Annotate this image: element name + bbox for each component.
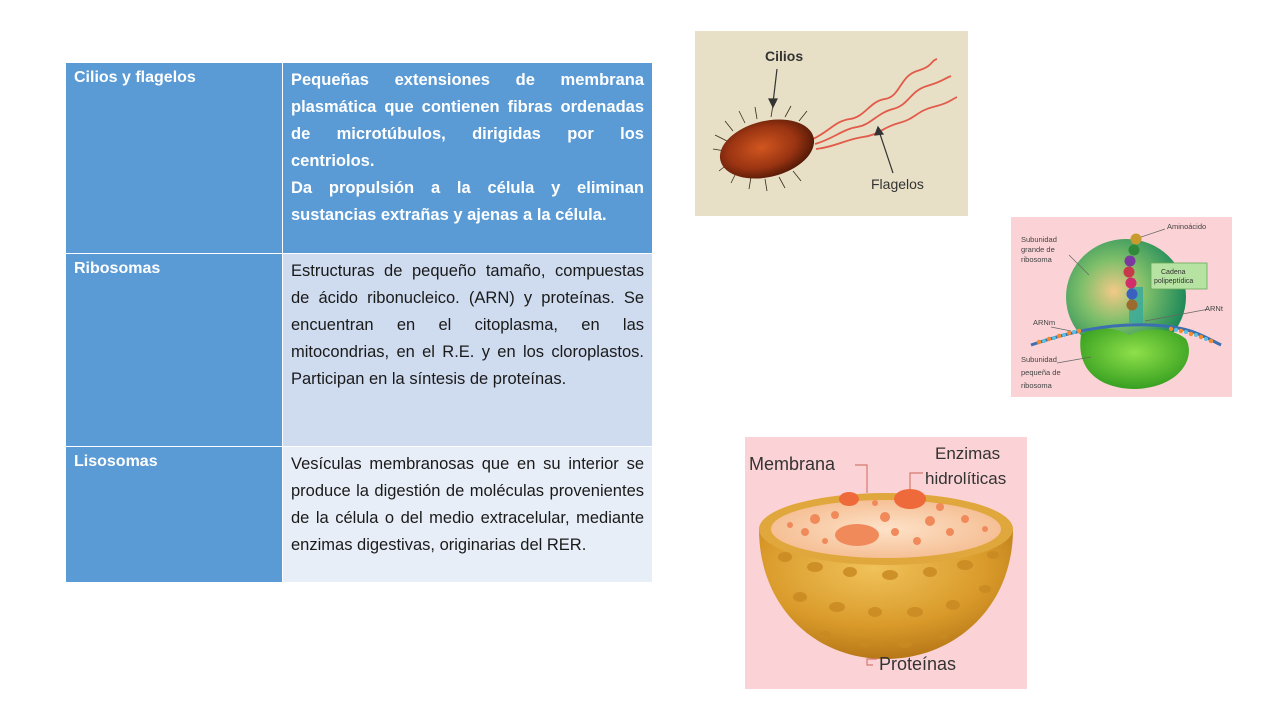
proteins-label: Proteínas — [879, 654, 957, 674]
small-subunit-label: ribosoma — [1021, 381, 1052, 390]
description-paragraph: Da propulsión a la célula y eliminan sustancias extrañas y ajenas a la célula. — [291, 179, 644, 224]
organelle-table — [65, 62, 653, 583]
small-subunit-label: Subunidad — [1021, 355, 1057, 364]
description-cell — [283, 63, 653, 254]
mrna-label: ARNm — [1033, 318, 1056, 327]
description-cell — [283, 254, 653, 447]
term-cell: Lisosomas — [66, 447, 283, 583]
chain-label: Cadena — [1161, 269, 1186, 276]
table-row — [66, 447, 653, 583]
large-subunit-label: ribosoma — [1021, 255, 1052, 264]
flagella-label: Flagelos — [871, 176, 924, 192]
enzymes-label: Enzimas — [935, 444, 1001, 463]
enzymes-label: hidrolíticas — [925, 469, 1007, 488]
chain-label: polipeptídica — [1154, 278, 1194, 285]
membrane-label: Membrana — [749, 454, 836, 474]
cilia-label: Cilios — [765, 48, 804, 64]
large-subunit-label: Subunidad — [1021, 235, 1057, 244]
chain-label-box — [1151, 263, 1207, 289]
amino-acid-label: Aminoácido — [1167, 222, 1207, 231]
description-paragraph: Vesículas membranosas que en su interior se produce la digestión de moléculas provenientes de la célula o del medio extracelular, mediante enzimas digestivas, originarias del RER. — [291, 455, 644, 554]
lysosome-illustration — [745, 437, 1027, 689]
description-cell — [283, 447, 653, 583]
table-row — [66, 63, 653, 254]
small-subunit-label: pequeña de — [1021, 368, 1061, 377]
trna-label: ARNt — [1205, 304, 1223, 313]
description-paragraph: Estructuras de pequeño tamaño, compuestas de ácido ribonucleico. (ARN) y proteínas. Se encuentran en el citoplasma, en las mitocondrias, en el R.E. y en los cloroplastos. Participan en la síntesis de proteínas. — [291, 262, 644, 388]
description-paragraph: Pequeñas extensiones de membrana plasmática que contienen fibras ordenadas de microtúbulos, dirigidas por los centriolos. — [291, 71, 644, 170]
table-row — [66, 254, 653, 447]
term-cell: Cilios y flagelos — [66, 63, 283, 254]
ribosome-illustration — [1011, 217, 1232, 397]
large-subunit-label: grande de — [1021, 245, 1055, 254]
term-cell: Ribosomas — [66, 254, 283, 447]
bacteria-illustration — [695, 31, 968, 216]
